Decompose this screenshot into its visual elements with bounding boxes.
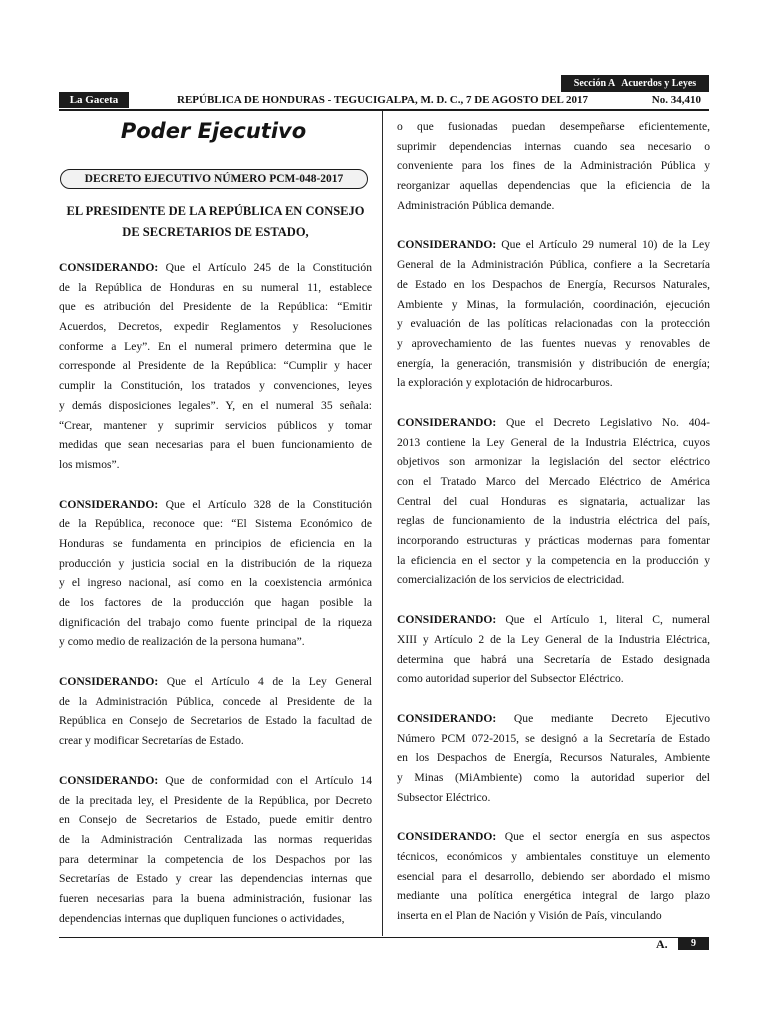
paragraph-line [397,472,710,492]
considerando-paragraph [397,827,710,925]
paragraph-line [397,156,710,176]
line-text: para determinar la competencia de los Despachos por las [59,852,372,866]
line-text: medidas que sean necesarias para el buen funcionamiento de [59,438,372,452]
running-header [59,94,709,108]
line-text: suprimir dependencias internas cuando sea necesario o [397,139,710,153]
line-text: República en Consejo de Secretarios de Estado la facultad de [59,714,372,728]
paragraph-line [59,514,372,534]
paragraph-line [397,709,710,729]
authority-line: EL PRESIDENTE DE LA REPÚBLICA EN CONSEJO [66,204,365,218]
line-text: Central del cual Honduras es signataria, actualizar las [397,494,710,508]
paragraph-line [59,278,372,298]
paragraph-line [397,196,710,216]
paragraph-line [59,672,372,692]
line-text: de los factores de la producción que hagan posible la [59,596,372,609]
considerando-paragraph [397,235,710,393]
header-rule [59,109,709,111]
line-text: Ambiente y Minas, la formulación, coordinación, ejecución [397,297,710,311]
considerando-paragraph [397,117,710,215]
line-text: de la precitada ley, el Presidente de la República, por Decreto [59,793,372,807]
paragraph-line [59,396,372,416]
paragraph-line [59,692,372,712]
paragraph-line [59,376,372,396]
paragraph-line [397,373,710,393]
line-text: de la República, reconoce que: “El Sistema Económico de [59,517,372,531]
considerando-label: CONSIDERANDO: [59,773,159,787]
issue-number: No. 34,410 [651,94,701,106]
line-text: de Estado en los Despachos de Energía, Recursos Naturales, [397,277,710,291]
paragraph-line [397,314,710,334]
paragraph-line [59,534,372,554]
considerando-paragraph [59,495,372,653]
considerando-paragraph [59,771,372,929]
paragraph-line [59,613,372,633]
paragraph-line [59,869,372,889]
paragraph-line [397,748,710,768]
section-tab [561,75,709,92]
paragraph-line [397,827,710,847]
line-text: con el Tratado Marco del Mercado Eléctrico de América [397,475,710,488]
considerando-paragraph [59,258,372,475]
paragraph-line [397,295,710,315]
line-text: de la República de Honduras en su numeral 11, establece [59,280,372,294]
considerando-label: CONSIDERANDO: [397,830,497,844]
line-text: en los Despachos de Energía, Recursos Naturales, Ambiente [397,751,710,765]
paragraph-gap [59,751,372,771]
paragraph-line [397,768,710,788]
paragraph-line [59,593,372,613]
line-text: Subsector Eléctrico. [397,790,491,804]
paragraph-line [397,137,710,157]
line-text: Que el Artículo 1, literal C, numeral [505,613,710,627]
considerando-paragraph [59,672,372,751]
paragraph-line [397,275,710,295]
decree-title: DECRETO EJECUTIVO NÚMERO PCM-048-2017 [60,169,368,189]
paragraph-line [397,511,710,531]
line-text: la eficiencia en el sector y la competencia en la producción y [397,553,710,567]
paragraph-line [59,711,372,731]
paragraph-line [397,610,710,630]
paragraph-line [59,731,372,751]
authority-line: DE SECRETARIOS DE ESTADO, [122,225,309,239]
paragraph-gap [59,652,372,672]
paragraph-line [397,531,710,551]
paragraph-line [59,554,372,574]
paragraph-line [397,570,710,590]
paragraph-line [59,435,372,455]
paragraph-line [59,495,372,515]
line-text: dependencias internas que dupliquen funciones o actividades, [59,911,345,925]
paragraph-line [397,788,710,808]
line-text: General de la Administración Pública, confiere a la Secretaría [397,258,710,272]
line-text: esencial para el desarrollo, debiendo ser abordado el mismo [397,869,710,883]
paragraph-line [59,573,372,593]
paragraph-gap [397,393,710,413]
line-text: reglas de funcionamiento de la industria eléctrica del país, [397,514,710,528]
considerando-paragraph [397,413,710,590]
line-text: Que el Decreto Legislativo No. 404- [506,415,710,429]
paragraph-line [397,255,710,275]
line-text: “Crear, mantener y suprimir servicios públicos y tomar [59,418,372,432]
line-text: técnicos, económicos y ambientales constituye un elemento [397,850,710,863]
line-text: y el ingreso nacional, así como en la coexistencia armónica [59,576,372,590]
paragraph-line [59,830,372,850]
line-text: conforme a Ley”. En el numeral primero determina que le [59,339,372,353]
footer-rule [59,937,709,938]
paragraph-line [397,334,710,354]
line-text: energía, la generación, transmisión y distribución de energía; [397,356,710,370]
considerando-paragraph [397,610,710,689]
line-text: crear y modificar Secretarías de Estado. [59,734,244,748]
line-text: los mismos”. [59,457,120,471]
line-text: Número PCM 072-2015, se designó a la Secretaría de Estado [397,731,710,745]
line-text: determina que habrá una Secretaría de Estado designada [397,652,710,666]
line-text: incorporando estructuras y prácticas modernas para fomentar [397,534,710,548]
line-text: inserta en el Plan de Nación y Visión de País, vinculando [397,909,662,923]
line-text: Que de conformidad con el Artículo 14 [165,773,372,787]
paragraph-line [59,632,372,652]
considerando-label: CONSIDERANDO: [59,675,159,689]
line-text: y demás disposiciones legales”. Y, en el numeral 35 señala: [59,398,372,412]
paragraph-line [59,297,372,317]
considerando-label: CONSIDERANDO: [59,497,159,511]
paragraph-gap [397,689,710,709]
paragraph-line [397,452,710,472]
paragraph-line [397,886,710,906]
line-text: cumplir la Constitución, los tratados y convenciones, leyes [59,379,372,393]
paragraph-line [397,847,710,867]
line-text: y Minas (MiAmbiente) como la autoridad superior del [397,770,710,784]
paragraph-gap [397,215,710,235]
paragraph-line [397,413,710,433]
paragraph-line [59,850,372,870]
authority-heading [59,201,372,243]
line-text: la exploración y explotación de hidrocarburos. [397,376,613,390]
line-text: Que mediante Decreto Ejecutivo [513,711,710,725]
line-text: o que fusionadas puedan desempeñarse eficientemente, [397,120,710,133]
paragraph-line [397,551,710,571]
paragraph-line [397,906,710,926]
line-text: y aprovechamiento de las fuentes nuevas y renovables de [397,336,710,350]
line-text: fueren necesarias para la buena administración, fusionar las [59,891,372,905]
paragraph-line [59,909,372,929]
line-text: Que el Artículo 29 numeral 10) de la Ley [501,238,710,252]
line-text: corresponde al Presidente de la República: “Cumplir y hacer [59,359,372,373]
section-letter: A. [656,937,668,951]
line-text: comercialización de los servicios de electricidad. [397,573,625,587]
paragraph-line [397,492,710,512]
line-text: Acuerdos, Decretos, expedir Reglamentos y Resoluciones [59,320,372,334]
line-text: conveniente para los fines de la Administración Pública y [397,159,710,173]
page-title: Poder Ejecutivo [120,119,307,143]
section-topic: Acuerdos y Leyes [621,78,697,89]
paragraph-line [59,771,372,791]
paragraph-line [59,889,372,909]
gazette-name: La Gaceta [59,92,129,108]
paragraph-line [397,650,710,670]
left-body [59,258,372,928]
line-text: Secretarías de Estado y crear las dependencias internas que [59,872,372,886]
paragraph-line [397,235,710,255]
line-text: Que el Artículo 245 de la Constitución [165,261,372,274]
line-text: que es atribución del Presidente de la República: “Emitir [59,300,372,314]
paragraph-line [397,669,710,689]
line-text: 2013 contiene la Ley General de la Industria Eléctrica, cuyos [397,435,710,449]
considerando-label: CONSIDERANDO: [397,613,497,627]
section-label: Sección A [573,78,616,89]
line-text: Que el sector energía en sus aspectos [504,830,710,844]
line-text: en Consejo de Secretarios de Estado, puede emitir dentro [59,813,372,827]
column-divider [382,111,383,936]
considerando-label: CONSIDERANDO: [397,415,497,429]
considerando-paragraph [397,709,710,807]
paragraph-line [397,867,710,887]
paragraph-line [397,117,710,137]
paragraph-line [59,317,372,337]
paragraph-line [397,630,710,650]
right-column [397,117,710,926]
paragraph-line [59,356,372,376]
line-text: mediante una política energética integral de largo plazo [397,889,710,903]
line-text: Honduras se fundamenta en principios de eficiencia en la [59,536,372,550]
line-text: objetivos son armonizar la legislación del sector eléctrico [397,455,710,469]
line-text: reorganizar aquellas dependencias que la eficiencia de la [397,179,710,193]
considerando-label: CONSIDERANDO: [397,238,497,252]
paragraph-line [397,354,710,374]
line-text: y evaluación de las políticas relacionadas con la protección [397,317,710,331]
line-text: de la Administración Centralizada las normas requeridas [59,832,372,846]
considerando-label: CONSIDERANDO: [59,261,159,274]
paragraph-line [59,455,372,475]
line-text: y como medio de realización de la persona humana”. [59,635,305,649]
paragraph-line [397,433,710,453]
left-column [59,117,372,928]
paragraph-line [59,337,372,357]
paragraph-gap [397,807,710,827]
right-body [397,117,710,926]
line-text: de la Administración Pública, concede al Presidente de la [59,694,372,708]
line-text: como autoridad superior del Subsector Eléctrico. [397,672,624,686]
paragraph-line [59,258,372,278]
paragraph-gap [59,475,372,495]
line-text: Que el Artículo 4 de la Ley General [166,675,372,689]
line-text: producción y justicia social en la distribución de la riqueza [59,556,372,570]
paragraph-line [59,791,372,811]
line-text: Administración Pública demande. [397,198,555,212]
paragraph-line [397,729,710,749]
paragraph-line [59,810,372,830]
line-text: dignificación del trabajo como fuente principal de la riqueza [59,615,372,629]
publication-line: REPÚBLICA DE HONDURAS - TEGUCIGALPA, M. D. C., 7 DE AGOSTO DEL 2017 [177,94,589,106]
paragraph-line [397,176,710,196]
paragraph-gap [397,590,710,610]
considerando-label: CONSIDERANDO: [397,711,497,725]
page-number: 9 [678,937,709,950]
paragraph-line [59,416,372,436]
line-text: Que el Artículo 328 de la Constitución [165,497,372,511]
line-text: XIII y Artículo 2 de la Ley General de la Industria Eléctrica, [397,632,710,646]
